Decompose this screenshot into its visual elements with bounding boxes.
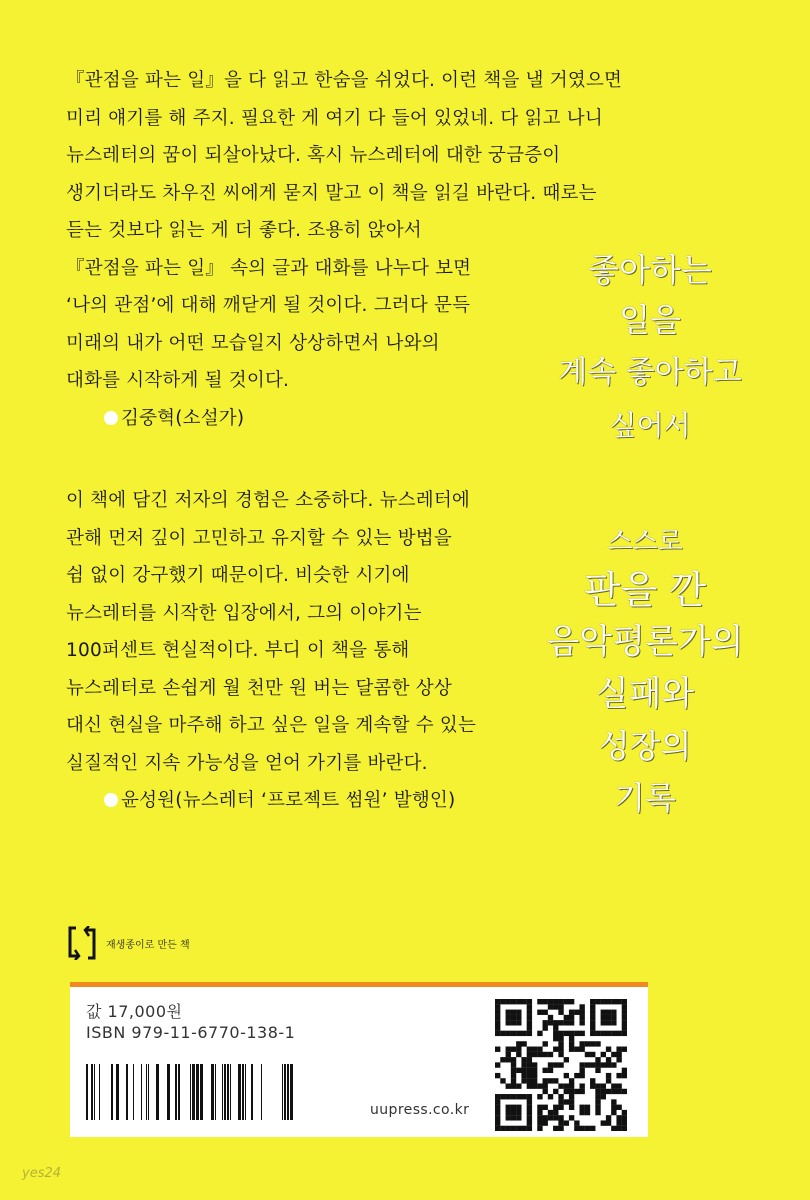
- review-1-author-name: 김중혁(소설가): [121, 407, 245, 429]
- tagline-1: [515, 245, 785, 451]
- review-2-line: 관해 먼저 깊이 고민하고 유지할 수 있는 방법을: [66, 527, 452, 549]
- review-2-line: 실질적인 지속 가능성을 얻어 가기를 바란다.: [66, 752, 428, 774]
- info-box: [70, 982, 648, 1137]
- price: 값 17,000원: [86, 1002, 183, 1021]
- qr-code[interactable]: [495, 999, 627, 1131]
- recycled-paper-mark: [68, 926, 190, 960]
- review-1-line: 미래의 내가 어떤 모습일지 상상하면서 나와의: [66, 332, 440, 354]
- review-2: [66, 482, 536, 820]
- recycled-paper-label: 재생종이로 만든 책: [106, 939, 190, 951]
- review-2-author-name: 윤성원(뉴스레터 ‘프로젝트 썸원’ 발행인): [121, 790, 456, 811]
- review-1-line: 뉴스레터의 꿈이 되살아났다. 혹시 뉴스레터에 대한 궁금증이: [66, 145, 561, 166]
- review-1-line: 『관점을 파는 일』을 다 읽고 한숨을 쉬었다. 이런 책을 낼 거였으면: [66, 70, 623, 91]
- review-1: [66, 62, 623, 437]
- review-1-line: 대화를 시작하게 될 것이다.: [66, 370, 290, 391]
- review-2-line: 쉼 없이 강구했기 때문이다. 비슷한 시기에: [66, 565, 410, 586]
- review-2-line: 대신 현실을 마주해 하고 싶은 일을 계속할 수 있는: [66, 715, 477, 736]
- tagline-2: [505, 520, 785, 824]
- review-2-line: 100퍼센트 현실적이다. 부디 이 책을 통해: [66, 640, 410, 661]
- review-2-line: 뉴스레터를 시작한 입장에서, 그의 이야기는: [66, 602, 422, 624]
- tagline-2-line: 실패와: [595, 674, 695, 714]
- watermark: yes24: [22, 1166, 62, 1181]
- review-1-line: ‘나의 관점’에 대해 깨닫게 될 것이다. 그러다 문득: [66, 295, 471, 316]
- tagline-2-line: 성장의: [598, 727, 692, 765]
- tagline-2-line: 음악평론가의: [546, 622, 744, 662]
- isbn: ISBN 979-11-6770-138-1: [86, 1023, 296, 1042]
- tagline-2-line: 스스로: [607, 527, 683, 557]
- barcode: [86, 1064, 298, 1120]
- review-1-line: 미리 얘기를 해 주지. 필요한 게 여기 다 들어 있었네. 다 읽고 나니: [66, 107, 603, 129]
- review-1-author: [66, 400, 536, 438]
- tagline-1-line: 일을: [619, 301, 681, 339]
- review-2-line: 이 책에 담긴 저자의 경험은 소중하다. 뉴스레터에: [66, 490, 470, 511]
- review-1-line: 듣는 것보다 읽는 게 더 좋다. 조용히 앉아서: [66, 220, 422, 241]
- review-2-line: 뉴스레터로 손쉽게 월 천만 원 버는 달콤한 상상: [66, 677, 452, 699]
- tagline-1-line: 계속 좋아하고: [558, 355, 742, 390]
- tagline-2-line: 기록: [614, 779, 676, 817]
- white-dot-icon: [104, 411, 118, 425]
- tagline-2-line: 판을 깐: [583, 568, 707, 612]
- publisher-url[interactable]: uupress.co.kr: [370, 1102, 470, 1118]
- tagline-1-line: 싶어서: [609, 409, 691, 442]
- review-2-author: [66, 782, 536, 820]
- review-1-line: 『관점을 파는 일』 속의 글과 대화를 나누다 보면: [66, 257, 472, 279]
- recycle-paper-icon: [68, 926, 96, 960]
- review-1-line: 생기더라도 차우진 씨에게 묻지 말고 이 책을 읽길 바란다. 때로는: [66, 182, 597, 204]
- tagline-1-line: 좋아하는: [588, 251, 712, 289]
- white-dot-icon: [104, 793, 118, 807]
